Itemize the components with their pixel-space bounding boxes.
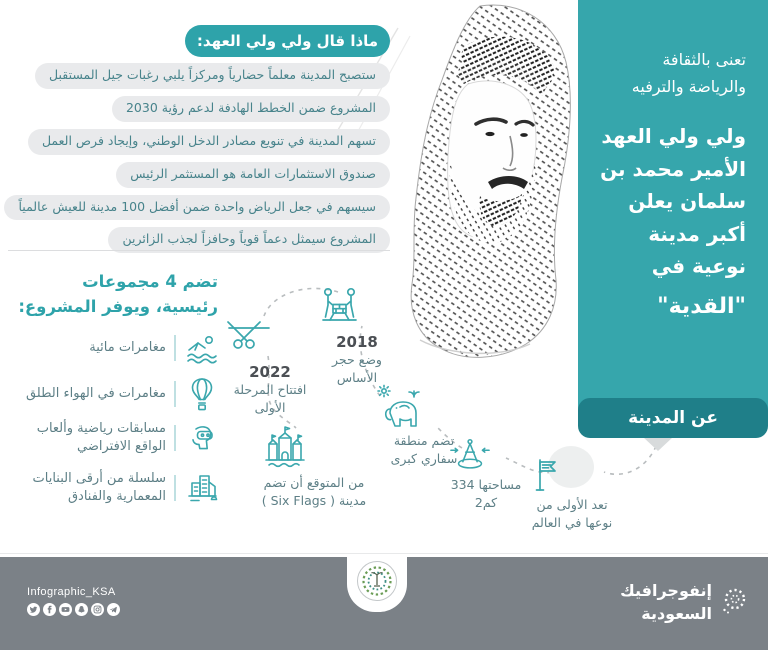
quote-item: ستصبح المدينة معلماً حضارياً ومركزاً يلبي رغبات جيل المستقبل	[35, 63, 390, 89]
feature-label: مغامرات مائية	[89, 339, 166, 355]
sidebar-title: ولي ولي العهد الأمير محمد بن سلمان يعلن أكبر مدينة نوعية في	[600, 124, 746, 278]
castle-icon	[260, 424, 368, 474]
instagram-icon[interactable]	[91, 603, 104, 616]
feature-label: سلسلة من أرقى البنايات المعمارية والفنادق	[32, 471, 166, 505]
quote-item: صندوق الاستثمارات العامة هو المستثمر الرئيس	[116, 162, 390, 188]
features-heading: تضم 4 مجموعات رئيسية، ويوفر المشروع:	[18, 272, 218, 316]
area-compass-icon	[448, 434, 524, 476]
feature-accent-bar	[174, 425, 176, 451]
section-divider	[8, 250, 390, 251]
vr-headset-icon	[184, 420, 220, 456]
timeline-label: وضع حجر الأساس	[332, 352, 382, 385]
hot-air-balloon-icon	[184, 376, 220, 412]
quote-item: المشروع سيمثل دعماً قوياً وحافزاً لجذب الزائرين	[108, 227, 390, 253]
about-band-pointer	[643, 437, 673, 451]
timeline-node-2022	[226, 314, 314, 416]
timeline-node-sixflags	[260, 424, 368, 509]
social-icons-row	[27, 603, 120, 616]
facebook-icon[interactable]	[43, 603, 56, 616]
about-city-band: عن المدينة	[578, 398, 768, 438]
feature-accent-bar	[174, 475, 176, 501]
brand-line2: السعودية	[641, 604, 712, 624]
buildings-icon	[184, 470, 220, 506]
ribbon-scissors-icon	[226, 314, 314, 360]
youtube-icon[interactable]	[59, 603, 72, 616]
safari-elephant-icon	[376, 384, 472, 432]
footer-top-edge	[0, 553, 768, 554]
feature-label: مغامرات في الهواء الطلق	[25, 385, 166, 401]
feature-open-air-adventures	[14, 376, 220, 412]
brand-name	[620, 579, 712, 625]
brand-lockup	[620, 579, 750, 625]
feature-accent-bar	[174, 381, 176, 407]
flag-icon	[526, 456, 618, 496]
feature-accent-bar	[174, 335, 176, 361]
foundation-stone-icon	[315, 282, 399, 330]
feature-label: مسابقات رياضية وألعاب الواقع الافتراضي	[36, 421, 166, 455]
sidebar-subtitle: تعنى بالثقافة والرياضة والترفيه	[631, 50, 746, 97]
quotes-list	[8, 63, 390, 253]
timeline-year: 2018	[336, 333, 378, 351]
snapchat-icon[interactable]	[75, 603, 88, 616]
quotes-heading-pill: ماذا قال ولي ولي العهد:	[185, 25, 390, 57]
feature-buildings-hotels	[14, 470, 220, 506]
timeline-node-2018	[315, 282, 399, 386]
quote-item: المشروع ضمن الخطط الهادفة لدعم رؤية 2030	[112, 96, 390, 122]
brand-line1: إنفوجرافيك	[620, 581, 712, 600]
brand-dots-logo-icon	[720, 585, 750, 619]
timeline-label: مساحتها 334 كم2	[450, 477, 522, 510]
saudi-emblem-icon	[356, 560, 398, 602]
quote-item: سيسهم في جعل الرياض واحدة ضمن أفضل 100 مدينة للعيش عالمياً	[4, 195, 390, 221]
feature-water-adventures	[14, 330, 220, 366]
timeline-label: من المتوقع أن تضم مدينة ( Six Flags )	[261, 475, 367, 508]
timeline-label: تضم منطقة سفاري كبرى	[390, 433, 458, 466]
twitter-icon[interactable]	[27, 603, 40, 616]
announcement-sidebar	[578, 0, 768, 438]
timeline-node-first-of-kind	[526, 456, 618, 531]
footer-handle: Infographic_KSA	[27, 586, 116, 598]
sidebar-title-highlight: "القدية"	[657, 294, 746, 320]
timeline-label: افتتاح المرحلة الأولى	[233, 382, 307, 415]
feature-sports-vr	[14, 420, 220, 456]
footer-center-tab	[347, 557, 407, 612]
timeline-year: 2022	[249, 363, 291, 381]
quote-item: تسهم المدينة في تنويع مصادر الدخل الوطني، وإيجاد فرص العمل	[28, 129, 390, 155]
timeline-node-area	[448, 434, 524, 511]
swimmer-icon	[184, 330, 220, 366]
timeline-label: تعد الأولى من نوعها في العالم	[531, 497, 613, 530]
telegram-icon[interactable]	[107, 603, 120, 616]
